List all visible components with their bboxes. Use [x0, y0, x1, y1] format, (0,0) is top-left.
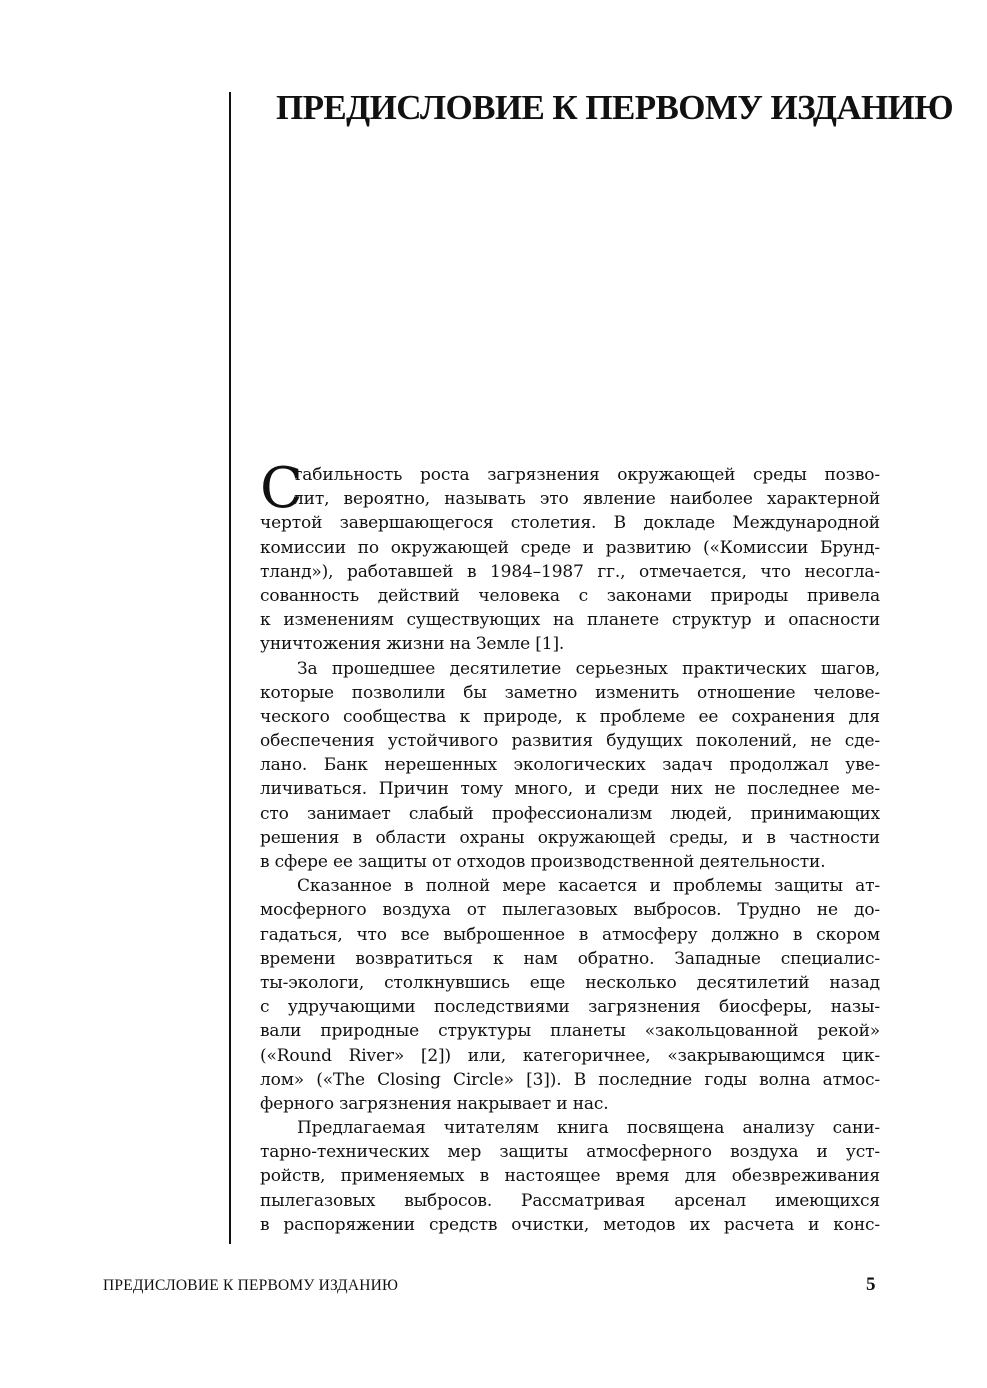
- text-line: тарно-технических мер защиты атмосферного воздуха и уст-: [260, 1142, 880, 1163]
- text-line: ферного загрязнения накрывает и нас.: [260, 1093, 609, 1114]
- text-line: Сказанное в полной мере касается и проблемы защиты ат-: [297, 876, 880, 897]
- page-number: 5: [866, 1274, 876, 1295]
- text-line: сованность действий человека с законами природы привела: [260, 585, 880, 606]
- text-line: с удручающими последствиями загрязнения биосферы, назы-: [260, 997, 880, 1018]
- text-line: гадаться, что все выброшенное в атмосферу должно в скором: [260, 924, 880, 945]
- text-line: вали природные структуры планеты «закольцованной рекой»: [260, 1021, 880, 1042]
- text-line: мосферного воздуха от пылегазовых выбросов. Трудно не до-: [260, 900, 880, 921]
- text-line: лит, вероятно, называть это явление наиболее характерной: [293, 489, 880, 510]
- paragraph-1: [260, 456, 880, 657]
- paragraph-4: [260, 1116, 880, 1237]
- text-line: («Round River» [2]) или, категоричнее, «закрывающимся цик-: [260, 1045, 880, 1066]
- text-line: чертой завершающегося столетия. В докладе Международной: [260, 513, 880, 534]
- text-line: Предлагаемая читателям книга посвящена анализу сани-: [297, 1118, 880, 1139]
- text-line: которые позволили бы заметно изменить отношение челове-: [260, 682, 880, 703]
- text-line: времени возвратиться к нам обратно. Западные специалис-: [260, 948, 880, 969]
- paragraph-2: [260, 657, 880, 875]
- text-line: уничтожения жизни на Земле [1].: [260, 634, 565, 655]
- text-line: За прошедшее десятилетие серьезных практических шагов,: [297, 658, 880, 679]
- text-line: решения в области охраны окружающей среды, и в частности: [260, 827, 880, 848]
- chapter-title: ПРЕДИСЛОВИЕ К ПЕРВОМУ ИЗДАНИЮ: [276, 88, 954, 127]
- text-line: к изменениям существующих на планете структур и опасности: [260, 610, 880, 631]
- paragraph-3: [260, 874, 880, 1116]
- body-text: [260, 456, 880, 1237]
- text-line: табильность роста загрязнения окружающей среды позво-: [293, 465, 880, 485]
- text-line: комиссии по окружающей среде и развитию («Комиссии Брунд-: [260, 537, 880, 558]
- text-line: ройств, применяемых в настоящее время для обезвреживания: [260, 1166, 880, 1187]
- text-line: пылегазовых выбросов. Рассматривая арсенал имеющихся: [260, 1190, 880, 1211]
- text-line: обеспечения устойчивого развития будущих поколений, не сде-: [260, 731, 880, 752]
- drop-cap: С: [260, 456, 303, 521]
- text-line: ты-экологи, столкнувшись еще несколько десятилетий назад: [260, 972, 880, 993]
- text-line: сто занимает слабый профессионализм людей, принимающих: [260, 803, 880, 824]
- text-line: лано. Банк нерешенных экологических задач продолжал уве-: [260, 755, 880, 776]
- running-footer-title: ПРЕДИСЛОВИЕ К ПЕРВОМУ ИЗДАНИЮ: [103, 1277, 399, 1294]
- text-line: в сфере ее защиты от отходов производственной деятельности.: [260, 852, 826, 872]
- text-line: лом» («The Closing Circle» [3]). В последние годы волна атмос-: [260, 1069, 880, 1090]
- text-line: тланд»), работавшей в 1984–1987 гг., отмечается, что несогла-: [260, 561, 880, 582]
- margin-rule: [229, 92, 231, 1244]
- text-line: в распоряжении средств очистки, методов их расчета и конс-: [260, 1214, 880, 1235]
- text-line: ческого сообщества к природе, к проблеме ее сохранения для: [260, 706, 880, 727]
- text-line: личиваться. Причин тому много, и среди них не последнее ме-: [260, 779, 880, 800]
